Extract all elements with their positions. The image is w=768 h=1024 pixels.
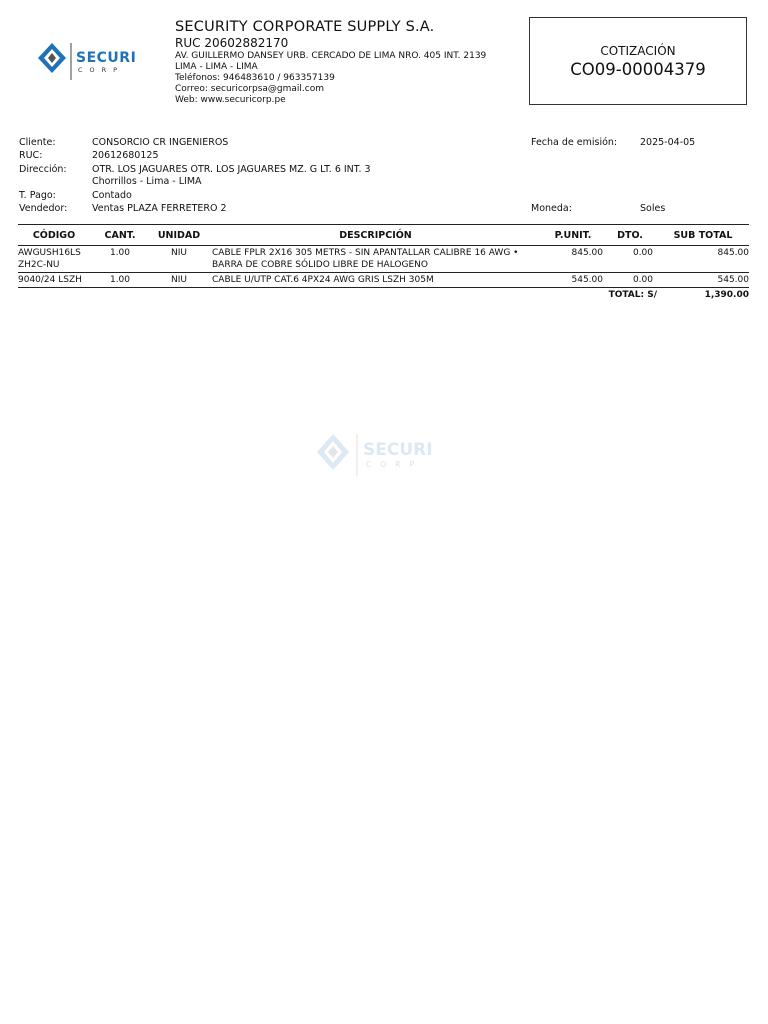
total-row [18,288,749,303]
header-descripcion: DESCRIPCIÓN [208,225,543,246]
company-address2: LIMA - LIMA - LIMA [175,62,258,72]
company-name: SECURITY CORPORATE SUPPLY S.A. [175,19,435,35]
cell-descripcion [208,246,543,273]
cell-unidad: NIU [150,273,208,288]
company-web: Web: www.securicorp.pe [175,95,286,105]
cell-unidad: NIU [150,246,208,273]
currency-label: Moneda: [531,203,572,214]
payment-label: T. Pago: [19,190,56,201]
seller-value: Ventas PLAZA FERRETERO 2 [92,203,227,214]
code-line1: AWGUSH16LS [18,248,81,258]
cell-codigo [18,246,90,273]
address-line2: Chorrillos - Lima - LIMA [92,176,202,187]
date-label: Fecha de emisión: [531,137,618,148]
total-label: TOTAL: S/ [608,290,657,300]
table-header-row [18,225,749,246]
items-table [18,224,749,302]
cell-codigo: 9040/24 LSZH [18,273,90,288]
code-line2: ZH2C-NU [18,260,60,270]
logo-sub: CORP [78,66,125,74]
watermark-word: SECURI [363,440,433,460]
desc-line1: CABLE FPLR 2X16 305 METRS - SIN APANTALLAR CALIBRE 16 AWG • [212,248,519,258]
cell-cant: 1.00 [90,246,150,273]
company-ruc: RUC 20602882170 [175,36,289,50]
client-info [19,136,519,216]
client-label: Cliente: [19,137,56,148]
header-unidad: UNIDAD [150,225,208,246]
company-info [175,18,525,106]
table-row [18,273,749,288]
company-phones: Teléfonos: 946483610 / 963357139 [175,73,335,83]
payment-value: Contado [92,190,132,201]
cell-descripcion: CABLE U/UTP CAT.6 4PX24 AWG GRIS LSZH 305M [208,273,543,288]
address-label: Dirección: [19,164,67,175]
cell-subtotal: 545.00 [657,273,749,288]
cell-cant: 1.00 [90,273,150,288]
desc-line2: BARRA DE COBRE SÓLIDO LIBRE DE HALOGENO [212,260,428,270]
date-value: 2025-04-05 [640,137,696,148]
seller-label: Vendedor: [19,203,68,214]
header-codigo: CÓDIGO [18,225,90,246]
total-value: 1,390.00 [704,290,749,300]
company-address1: AV. GUILLERMO DANSEY URB. CERCADO DE LIMA NRO. 405 INT. 2139 [175,51,487,61]
cell-dto: 0.00 [603,246,657,273]
client-ruc: 20612680125 [92,150,159,161]
quote-number: CO09-00004379 [570,60,706,79]
cell-punit: 545.00 [543,273,603,288]
quote-box [529,17,747,105]
address-line1: OTR. LOS JAGUARES OTR. LOS JAGUARES MZ. G LT. 6 INT. 3 [92,164,371,175]
client-name: CONSORCIO CR INGENIEROS [92,137,229,148]
quote-label: COTIZACIÓN [600,44,676,58]
watermark-logo [313,430,453,480]
currency-value: Soles [640,203,666,214]
company-email: Correo: securicorpsa@gmail.com [175,84,325,94]
client-ruc-label: RUC: [19,150,43,161]
table-row [18,246,749,273]
watermark-sub: CORP [366,460,423,469]
cell-punit: 845.00 [543,246,603,273]
header-cant: CANT. [90,225,150,246]
company-logo [36,40,150,84]
cell-subtotal: 845.00 [657,246,749,273]
document-meta [531,136,731,216]
header-punit: P.UNIT. [543,225,603,246]
cell-dto: 0.00 [603,273,657,288]
header-subtotal: SUB TOTAL [657,225,749,246]
logo-word: SECURI [76,50,137,66]
header-dto: DTO. [603,225,657,246]
